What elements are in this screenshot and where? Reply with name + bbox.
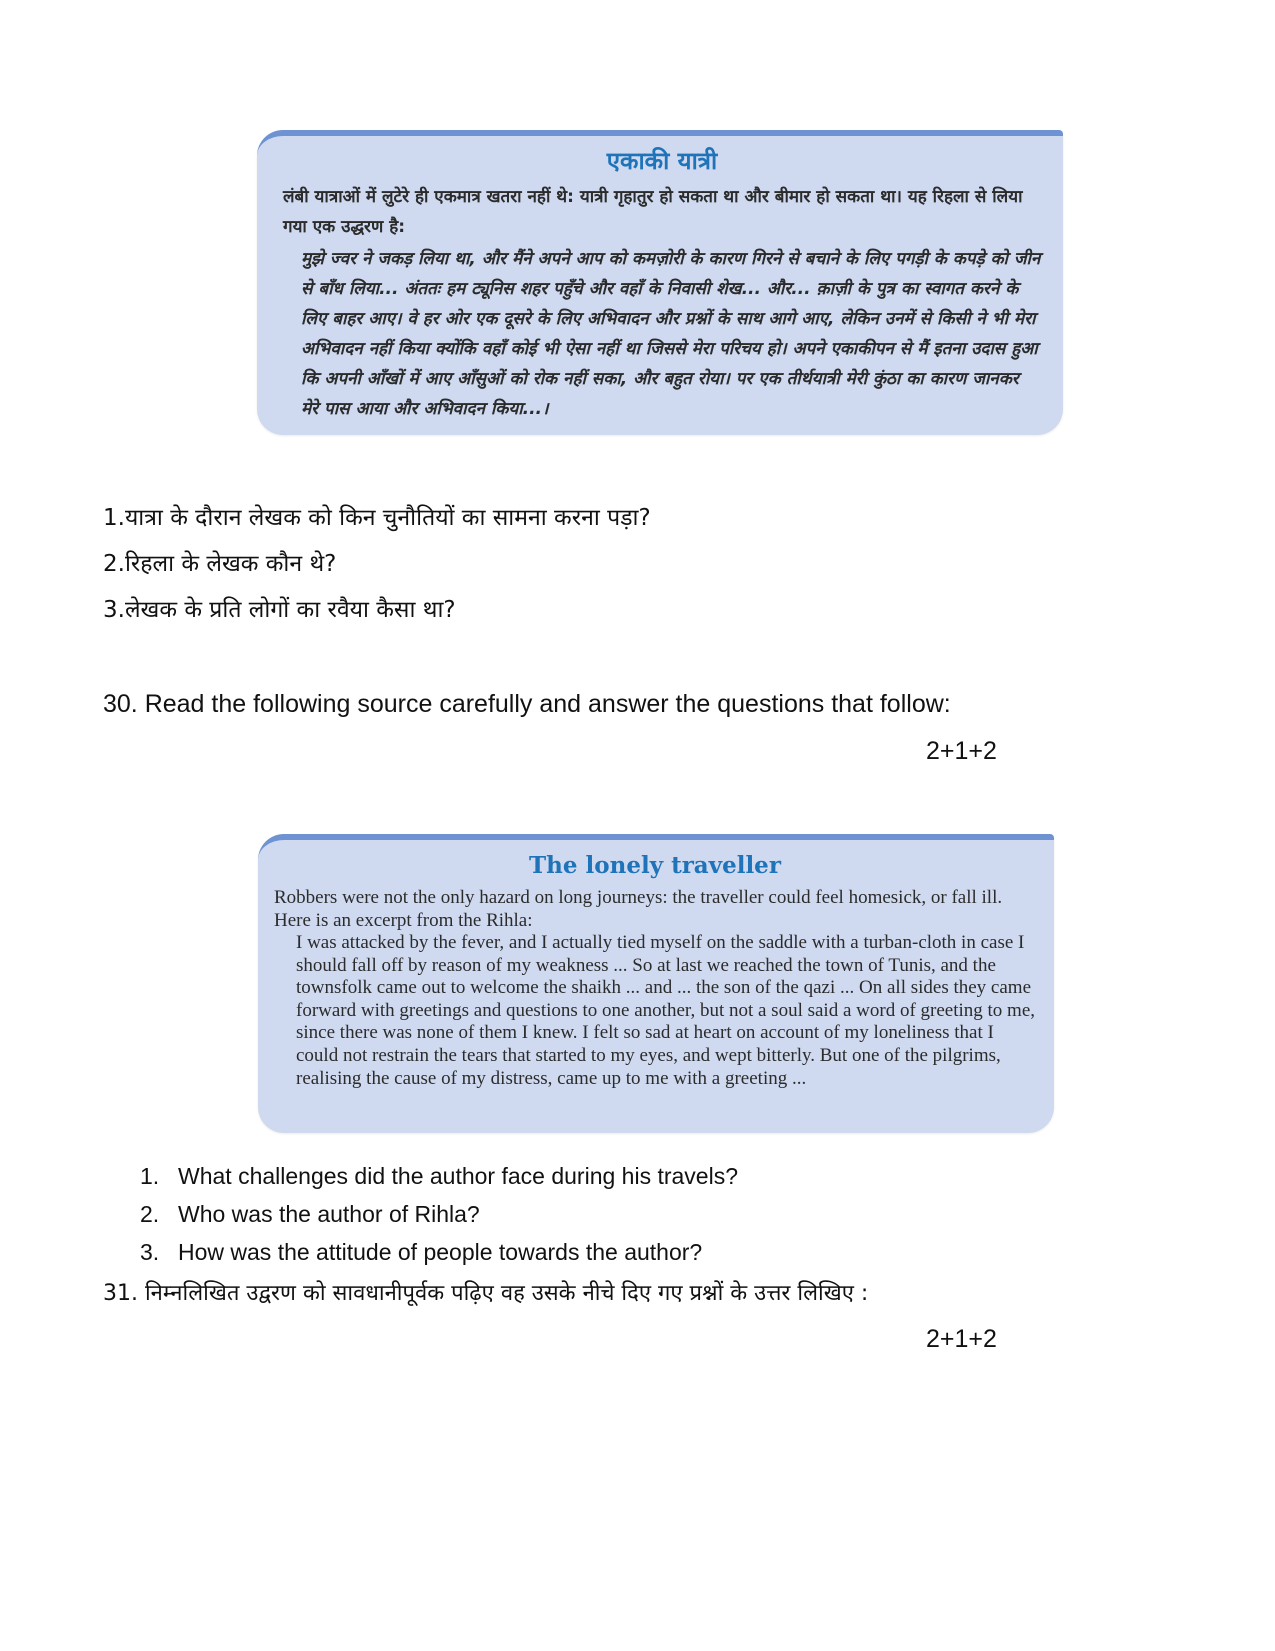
english-question-3-text: How was the attitude of people towards the author? bbox=[178, 1239, 703, 1265]
question-30-prompt: 30. Read the following source carefully and answer the questions that follow: bbox=[103, 690, 951, 718]
english-question-list bbox=[140, 1157, 738, 1271]
hindi-source-quote: मुझे ज्वर ने जकड़ लिया था, और मैंने अपने आप को कमज़ोरी के कारण गिरने से बचाने के लिए पगड़ी के कपड़े को जीन से बाँध लिया... अंततः हम ट्यूनिस शहर पहुँचे और वहाँ के निवासी शेख... और... क़ाज़ी के पुत्र का स्वागत करने के लिए बाहर आए। वे हर ओर एक दूसरे के लिए अभिवादन और प्रश्नों के साथ आगे आए, लेकिन उनमें से किसी ने भी मेरा अभिवादन नहीं किया क्योंकि वहाँ कोई भी ऐसा नहीं था जिससे मेरा परिचय हो। अपने एकाकीपन से मैं इतना उदास हुआ कि अपनी आँखों में आए आँसुओं को रोक नहीं सका, और बहुत रोया। पर एक तीर्थयात्री मेरी कुंठा का कारण जानकर मेरे पास आया और अभिवादन किया...। bbox=[301, 249, 1041, 419]
hindi-source-intro: लंबी यात्राओं में लुटेरे ही एकमात्र खतरा नहीं थे: यात्री गृहातुर हो सकता था और बीमार हो सकता था। यह रिहला से लिया गया एक उद्धरण है: bbox=[283, 187, 1023, 237]
english-source-box bbox=[258, 834, 1054, 1133]
hindi-question-2: 2.रिहला के लेखक कौन थे? bbox=[103, 551, 337, 577]
english-source-quote: I was attacked by the fever, and I actually tied myself on the saddle with a turban-cloth in case I should fall off by reason of my weakness ... So at last we reached the town of Tunis, and the townsfolk came out to welcome the shaikh ... and ... the son of the qazi ... On all sides they came forward with greetings and questions to one another, but not a soul said a word of greeting to me, since there was none of them I knew. I felt so sad at heart on account of my loneliness that I could not restrain the tears that started to my eyes, and wept bitterly. But one of the pilgrims, realising the cause of my distress, came up to me with a greeting ... bbox=[296, 932, 1036, 1089]
hindi-question-1: 1.यात्रा के दौरान लेखक को किन चुनौतियों का सामना करना पड़ा? bbox=[103, 505, 651, 531]
english-question-2-number: 2. bbox=[140, 1201, 160, 1227]
english-question-2-text: Who was the author of Rihla? bbox=[178, 1201, 480, 1227]
list-item bbox=[140, 1195, 738, 1233]
hindi-source-box bbox=[257, 130, 1063, 435]
english-source-title: The lonely traveller bbox=[529, 852, 781, 879]
english-question-1-number: 1. bbox=[140, 1163, 160, 1189]
list-item bbox=[140, 1157, 738, 1195]
question-31-prompt: 31. निम्नलिखित उद्वरण को सावधानीपूर्वक पढ़िए वह उसके नीचे दिए गए प्रश्नों के उत्तर लिखिए : bbox=[103, 1281, 869, 1306]
hindi-question-3: 3.लेखक के प्रति लोगों का रवैया कैसा था? bbox=[103, 597, 456, 623]
hindi-source-title: एकाकी यात्री bbox=[606, 147, 718, 175]
english-question-1-text: What challenges did the author face during his travels? bbox=[178, 1163, 738, 1189]
list-item bbox=[140, 1233, 738, 1271]
question-31-marks: 2+1+2 bbox=[926, 1325, 997, 1353]
english-question-3-number: 3. bbox=[140, 1239, 160, 1265]
english-source-intro: Robbers were not the only hazard on long journeys: the traveller could feel homesick, or fall ill. Here is an excerpt from the Rihla: bbox=[274, 887, 1003, 931]
question-30-marks: 2+1+2 bbox=[926, 737, 997, 765]
